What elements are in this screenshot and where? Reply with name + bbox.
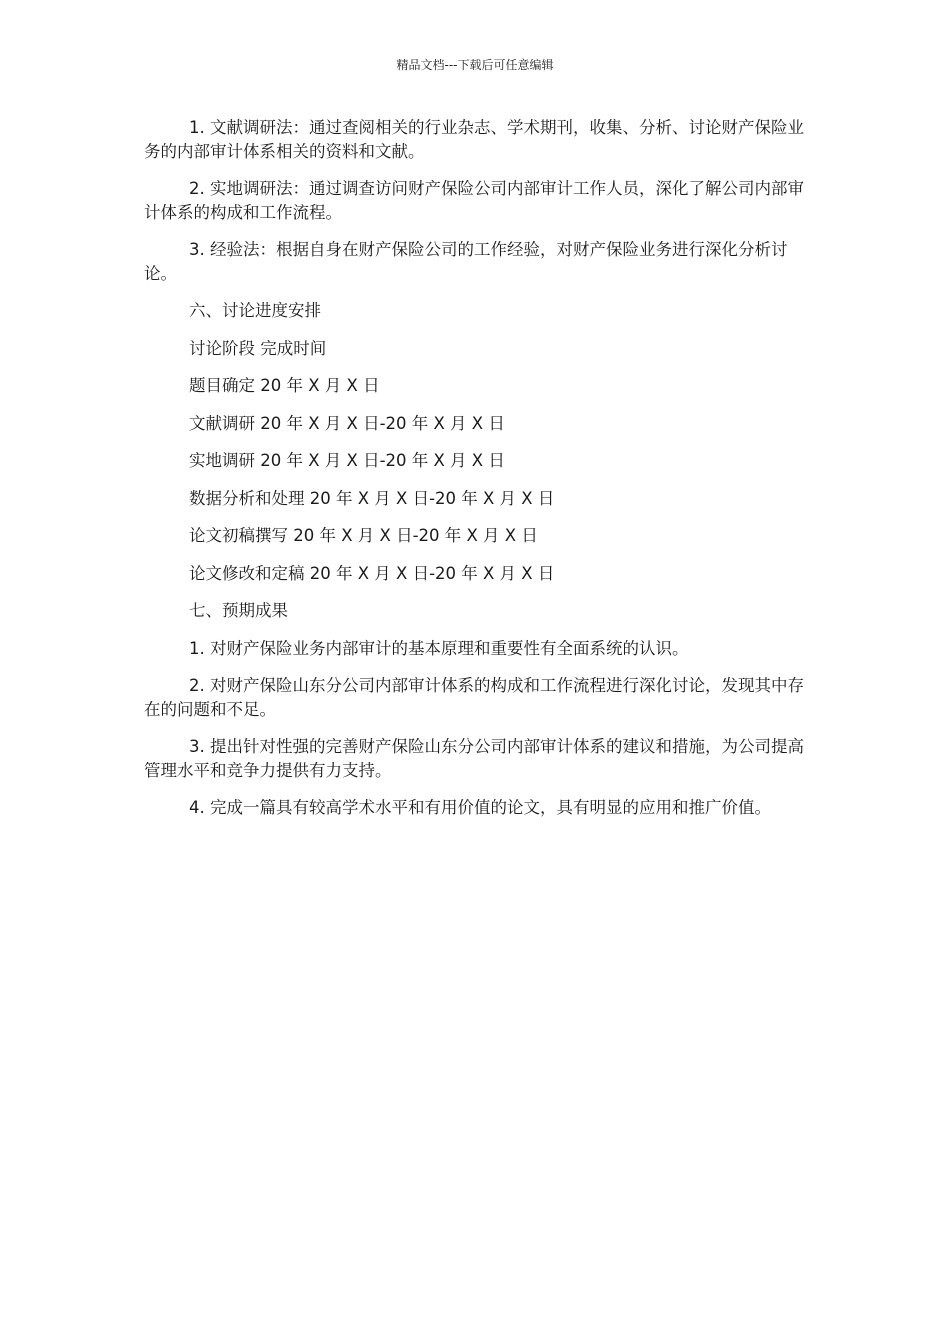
paragraph-method-literature: 1. 文献调研法：通过查阅相关的行业杂志、学术期刊，收集、分析、讨论财产保险业务的内部审计体系相关的资料和文献。 bbox=[144, 118, 804, 161]
schedule-row: 论文修改和定稿 20 年 X 月 X 日-20 年 X 月 X 日 bbox=[189, 563, 555, 583]
page-header: 精品文档---下载后可任意编辑 bbox=[396, 58, 554, 72]
schedule-row: 论文初稿撰写 20 年 X 月 X 日-20 年 X 月 X 日 bbox=[189, 526, 538, 545]
schedule-row: 数据分析和处理 20 年 X 月 X 日-20 年 X 月 X 日 bbox=[189, 488, 555, 508]
outcome-item: 4. 完成一篇具有较高学术水平和有用价值的论文，具有明显的应用和推广价值。 bbox=[189, 798, 771, 817]
outcome-item: 3. 提出针对性强的完善财产保险山东分公司内部审计体系的建议和措施，为公司提高管理水平和竞争力提供有力支持。 bbox=[144, 737, 804, 780]
document-body bbox=[144, 116, 804, 834]
schedule-row: 题目确定 20 年 X 月 X 日 bbox=[189, 376, 380, 395]
outcome-item: 2. 对财产保险山东分公司内部审计体系的构成和工作流程进行深化讨论，发现其中存在的问题和不足。 bbox=[144, 676, 804, 719]
paragraph-method-field: 2. 实地调研法：通过调查访问财产保险公司内部审计工作人员，深化了解公司内部审计体系的构成和工作流程。 bbox=[144, 179, 804, 222]
schedule-row: 实地调研 20 年 X 月 X 日-20 年 X 月 X 日 bbox=[189, 451, 505, 470]
paragraph-method-experience: 3. 经验法：根据自身在财产保险公司的工作经验，对财产保险业务进行深化分析讨论。 bbox=[144, 240, 788, 283]
schedule-row: 文献调研 20 年 X 月 X 日-20 年 X 月 X 日 bbox=[189, 413, 505, 433]
section-heading-schedule: 六、讨论进度安排 bbox=[189, 301, 321, 320]
schedule-header-row: 讨论阶段 完成时间 bbox=[189, 338, 327, 358]
section-heading-outcomes: 七、预期成果 bbox=[189, 601, 288, 620]
outcome-item: 1. 对财产保险业务内部审计的基本原理和重要性有全面系统的认识。 bbox=[189, 638, 689, 658]
